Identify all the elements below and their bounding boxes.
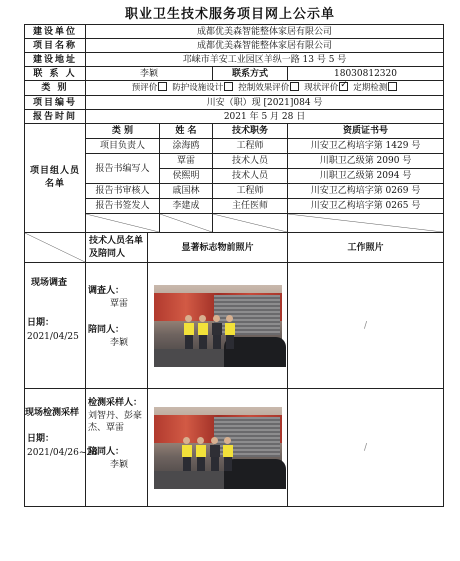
team-header-cert: 资质证书号 xyxy=(288,124,444,139)
team-title: 工程师 xyxy=(213,184,288,199)
sampler-value: 刘智丹、彭豪杰、覃雷 xyxy=(88,411,143,433)
survey-date-label: 日期： xyxy=(27,318,55,328)
checkbox-icon xyxy=(290,82,299,91)
escort-value: 李颖 xyxy=(110,338,129,348)
team-title: 工程师 xyxy=(213,139,288,154)
team-name: 侯熙明 xyxy=(160,169,213,184)
team-name: 李建成 xyxy=(160,199,213,214)
team-title: 主任医师 xyxy=(213,199,288,214)
sampling-photo-cell xyxy=(148,389,288,507)
team-name: 涂海鸥 xyxy=(160,139,213,154)
team-header-role: 类 别 xyxy=(86,124,160,139)
disclosure-table xyxy=(24,24,444,507)
contact-label: 联 系 人 xyxy=(25,67,86,81)
time-value: 2021 年 5 月 28 日 xyxy=(86,110,444,124)
team-title: 技术人员 xyxy=(213,169,288,184)
phone-value: 18030812320 xyxy=(288,67,444,81)
team-title: 技术人员 xyxy=(213,154,288,169)
team-name: 戚国林 xyxy=(160,184,213,199)
team-cert: 川安卫乙构培字第 1429 号 xyxy=(288,139,444,154)
sampling-label: 现场检测采样 xyxy=(25,408,80,418)
team-group-label: 项目组人员名单 xyxy=(25,124,86,233)
checkbox-icon xyxy=(388,82,397,91)
unit-label: 建设单位 xyxy=(25,25,86,39)
address-value: 邛崃市羊安工业园区羊纵一路 13 号 5 号 xyxy=(86,53,444,67)
time-label: 报告时间 xyxy=(25,110,86,124)
survey-date: 2021/04/25 xyxy=(27,332,79,342)
staff-header: 技术人员名单及陪同人 xyxy=(86,233,148,263)
investigator-label: 调查人： xyxy=(88,286,125,296)
team-cert: 川安卫乙构培字第 0269 号 xyxy=(288,184,444,199)
empty-cell xyxy=(213,214,288,233)
checkbox-icon xyxy=(224,82,233,91)
unit-value: 成都优美森智能整体家居有限公司 xyxy=(86,25,444,39)
team-header-name: 姓 名 xyxy=(160,124,213,139)
landmark-photo-header: 显著标志物前照片 xyxy=(148,233,288,263)
sampling-date: 2021/04/26~28 xyxy=(27,448,98,458)
team-role: 项目负责人 xyxy=(86,139,160,154)
team-role: 报告书编写人 xyxy=(86,154,160,184)
work-photo-header: 工作照片 xyxy=(288,233,444,263)
empty-corner-cell xyxy=(25,233,86,263)
category-pre-eval: 预评价 xyxy=(132,83,173,93)
team-role: 报告书审核人 xyxy=(86,184,160,199)
table-row xyxy=(25,139,444,154)
table-row xyxy=(25,154,444,169)
team-name: 覃雷 xyxy=(160,154,213,169)
empty-cell xyxy=(160,214,213,233)
table-row xyxy=(25,199,444,214)
escort-label: 陪同人： xyxy=(88,325,125,335)
empty-cell xyxy=(86,214,160,233)
table-row-empty xyxy=(25,214,444,233)
team-role: 报告书签发人 xyxy=(86,199,160,214)
sampler-label: 检测采样人： xyxy=(88,398,143,408)
sampling-label-cell xyxy=(25,389,98,507)
sampling-staff-cell xyxy=(86,389,148,507)
survey-photo-cell xyxy=(148,263,288,389)
table-row xyxy=(25,184,444,199)
category-periodic: 定期检测 xyxy=(353,83,397,93)
empty-cell xyxy=(288,214,444,233)
escort-label: 陪同人： xyxy=(88,447,125,457)
team-cert: 川职卫乙级第 2090 号 xyxy=(288,154,444,169)
category-label: 类 别 xyxy=(25,81,86,96)
category-options xyxy=(86,81,444,96)
page-title: 职业卫生技术服务项目网上公示单 xyxy=(124,7,335,22)
sampling-landmark-photo xyxy=(154,407,282,489)
survey-landmark-photo xyxy=(154,285,282,367)
survey-label: 现场调查 xyxy=(31,278,68,288)
phone-label: 联系方式 xyxy=(213,67,288,81)
survey-work-photo: / xyxy=(288,263,444,389)
category-status: 现状评价✓ xyxy=(304,83,353,93)
project-value: 成都优美森智能整体家居有限公司 xyxy=(86,39,444,53)
code-label: 项目编号 xyxy=(25,96,86,110)
survey-staff-cell xyxy=(86,263,148,389)
checkbox-icon xyxy=(158,82,167,91)
team-cert: 川职卫乙级第 2094 号 xyxy=(288,169,444,184)
contact-value: 李颖 xyxy=(86,67,213,81)
checkbox-checked-icon xyxy=(339,82,348,91)
survey-label-cell xyxy=(25,263,86,389)
sampling-work-photo: / xyxy=(288,389,444,507)
escort-value: 李颖 xyxy=(110,460,129,470)
address-label: 建设地址 xyxy=(25,53,86,67)
category-design: 防护设施设计 xyxy=(172,83,238,93)
category-effect: 控制效果评价 xyxy=(238,83,304,93)
code-value: 川安（职）现 [2021]084 号 xyxy=(86,96,444,110)
team-cert: 川安卫乙构培字第 0265 号 xyxy=(288,199,444,214)
sampling-date-label: 日期： xyxy=(27,434,55,444)
investigator-value: 覃雷 xyxy=(110,299,129,309)
team-header-title: 技术职务 xyxy=(213,124,288,139)
project-label: 项目名称 xyxy=(25,39,86,53)
